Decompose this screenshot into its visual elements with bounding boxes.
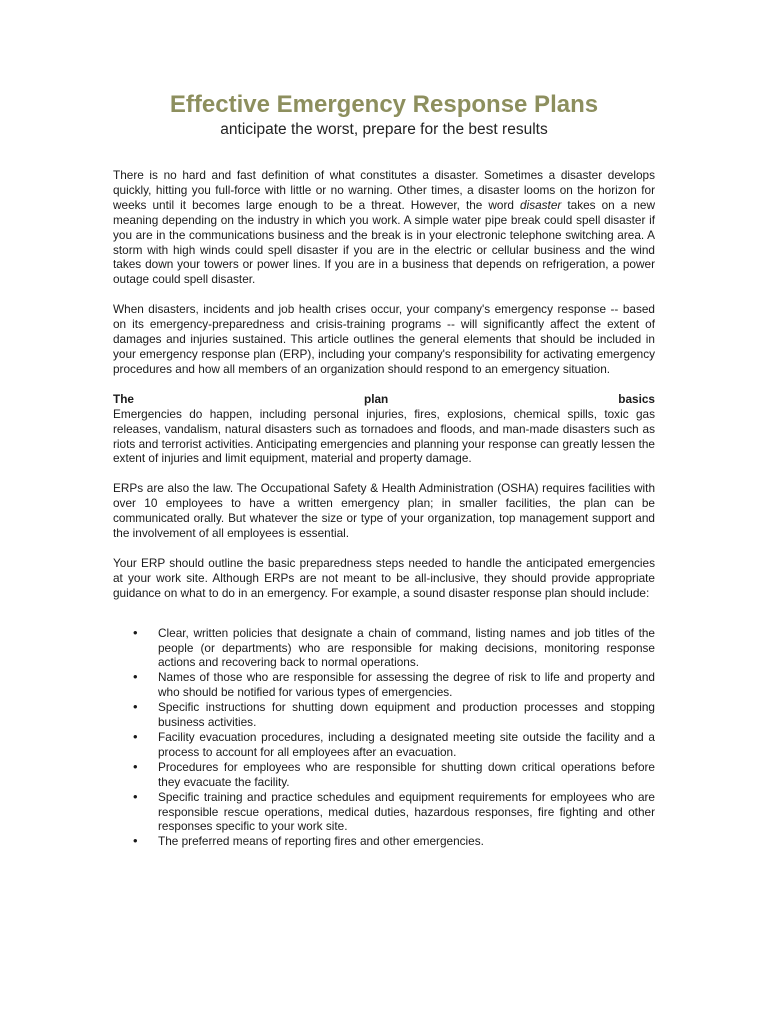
document-body <box>113 168 655 849</box>
list-item: • Specific instructions for shutting down equipment and production processes and stopping business activities. <box>113 700 655 730</box>
document-subtitle: anticipate the worst, prepare for the best results <box>220 121 548 138</box>
paragraph-1: There is no hard and fast definition of what constitutes a disaster. Sometimes a disaster develops quickly, hitting you full-force with little or no warning. Other times, a disaster looms on the horizon for weeks until it becomes large enough to be a threat. However, the word disaster takes on a new meaning depending on the industry in which you work. A simple water pipe break could spell disaster if you are in the communications business and the break is in your electronic telephone switching area. A storm with high winds could spell disaster if you are in the electric or cellular business and the wind takes down your towers or power lines. If you are in a business that depends on refrigeration, a power outage could spell disaster. <box>113 168 655 287</box>
document-title: Effective Emergency Response Plans <box>169 91 599 118</box>
list-item: • Procedures for employees who are responsible for shutting down critical operations before they evacuate the facility. <box>113 760 655 790</box>
list-item: • Facility evacuation procedures, including a designated meeting site outside the facility and a process to account for all employees after an evacuation. <box>113 730 655 760</box>
bullet-list <box>113 626 655 850</box>
list-item: • Clear, written policies that designate a chain of command, listing names and job titles of the people (or departments) who are responsible for making decisions, monitoring response actions and recovering back to normal operations. <box>113 626 655 671</box>
paragraph-4: ERPs are also the law. The Occupational Safety & Health Administration (OSHA) requires facilities with over 10 employees to have a written emergency plan; in smaller facilities, the plan can be communicated orally. But whatever the size or type of your organization, top management support and the involvement of all employees is essential. <box>113 481 655 541</box>
heading-word: The <box>113 391 134 406</box>
list-item: • Names of those who are responsible for assessing the degree of risk to life and property and who should be notified for various types of emergencies. <box>113 670 655 700</box>
section-heading <box>113 392 655 407</box>
paragraph-2: When disasters, incidents and job health crises occur, your company's emergency response -- based on its emergency-preparedness and crisis-training programs -- will significantly affect the extent of damages and injuries sustained. This article outlines the general elements that should be included in your emergency response plan (ERP), including your company's responsibility for activating emergency procedures and how all members of an organization should respond to an emergency situation. <box>113 302 655 376</box>
list-item: • Specific training and practice schedules and equipment requirements for employees who are responsible rescue operations, medical duties, hazardous responses, fire fighting and other responses specific to your work site. <box>113 790 655 835</box>
heading-word: basics <box>618 391 655 406</box>
paragraph-5: Your ERP should outline the basic preparedness steps needed to handle the anticipated emergencies at your work site. Although ERPs are not meant to be all-inclusive, they should provide appropriate guidance on what to do in an emergency. For example, a sound disaster response plan should include: <box>113 555 655 600</box>
paragraph-3: Emergencies do happen, including personal injuries, fires, explosions, chemical spills, toxic gas releases, vandalism, natural disasters such as tornadoes and floods, and man-made disasters such as riots and terrorist activities. Anticipating emergencies and planning your response can greatly lessen the extent of injuries and limit equipment, material and property damage. <box>113 406 655 466</box>
heading-word: plan <box>363 391 389 406</box>
list-item: • The preferred means of reporting fires and other emergencies. <box>113 834 655 849</box>
emphasis-disaster: disaster <box>520 197 562 212</box>
